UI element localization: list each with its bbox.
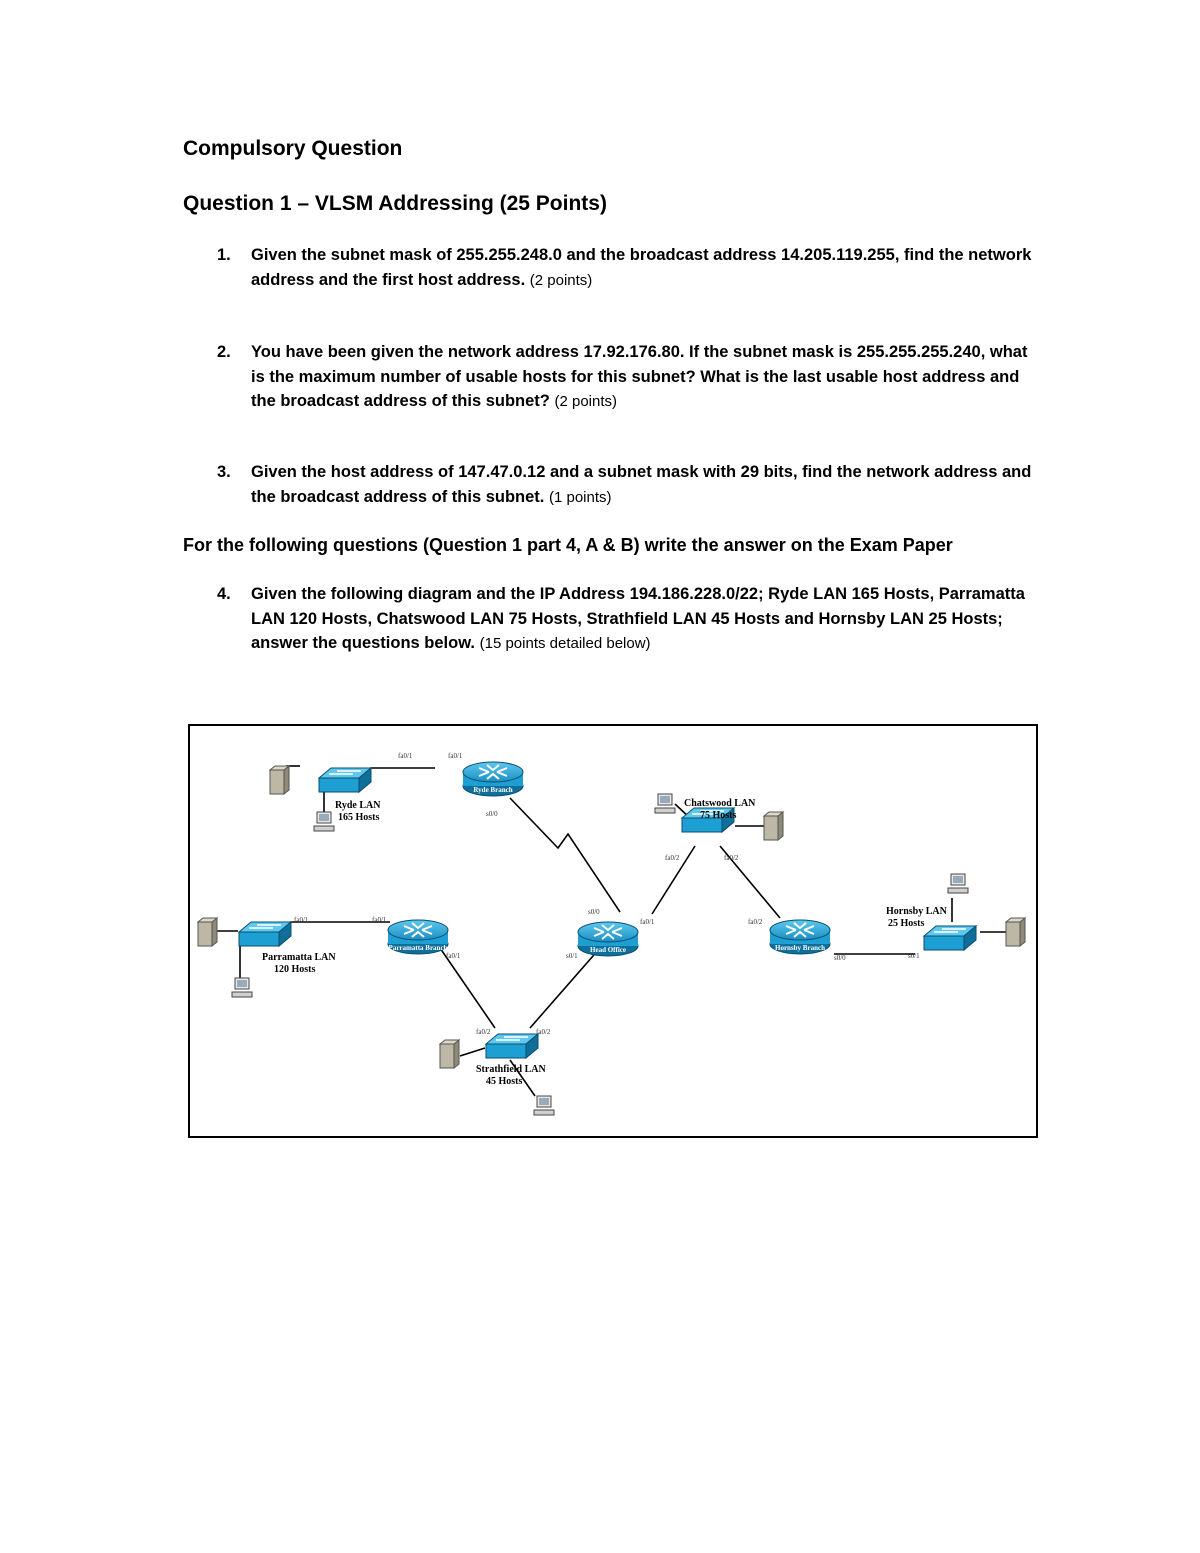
router-label: Parramatta Branch bbox=[388, 944, 448, 952]
iface-label: fa0/1 bbox=[448, 752, 463, 760]
pc-hornsby bbox=[948, 874, 968, 893]
question-text: Given the host address of 147.47.0.12 and a subnet mask with 29 bits, find the network address and the broadcast address of this subnet. bbox=[251, 463, 1032, 506]
question-points: (2 points) bbox=[529, 271, 593, 289]
question-number: 3. bbox=[217, 463, 231, 481]
switch-hornsby-lan bbox=[924, 926, 976, 950]
question-number: 1. bbox=[217, 246, 231, 264]
question-text: Given the subnet mask of 255.255.248.0 and the broadcast address 14.205.119.255, find the network address and the first host address. bbox=[251, 246, 1032, 289]
router-label: Ryde Branch bbox=[473, 786, 513, 794]
section-title: Compulsory Question bbox=[183, 137, 403, 160]
iface-label: fa0/1 bbox=[398, 752, 413, 760]
iface-label: fa0/2 bbox=[536, 1028, 551, 1036]
pc-ryde bbox=[314, 812, 334, 831]
router-parramatta-branch bbox=[388, 920, 448, 954]
lan-name-strathfield: Strathfield LAN bbox=[476, 1064, 546, 1075]
iface-label: fa0/1 bbox=[294, 916, 309, 924]
question-number: 4. bbox=[217, 585, 231, 603]
pc-chatswood bbox=[655, 794, 675, 813]
pc-parramatta bbox=[232, 978, 252, 997]
link-parramatta-strathfield bbox=[440, 948, 495, 1028]
server-strathfield bbox=[440, 1040, 459, 1068]
iface-label: fa0/2 bbox=[724, 854, 739, 862]
server-chatswood bbox=[764, 812, 783, 840]
instruction-heading: For the following questions (Question 1 part 4, A & B) write the answer on the Exam Paper bbox=[183, 535, 953, 555]
lan-name-parramatta: Parramatta LAN bbox=[262, 952, 336, 963]
lan-hosts-strathfield: 45 Hosts bbox=[486, 1076, 523, 1087]
lan-hosts-parramatta: 120 Hosts bbox=[274, 964, 316, 975]
switch-ryde-lan bbox=[319, 768, 371, 792]
router-ryde-branch bbox=[463, 762, 523, 796]
server-hornsby bbox=[1006, 918, 1025, 946]
iface-label: fa0/2 bbox=[476, 1028, 491, 1036]
iface-label: s0/0 bbox=[588, 908, 600, 916]
server-ryde bbox=[270, 766, 289, 794]
iface-label: fa0/1 bbox=[446, 952, 461, 960]
router-hornsby-branch bbox=[770, 920, 830, 954]
pc-strathfield bbox=[534, 1096, 554, 1115]
iface-label: fa0/2 bbox=[748, 918, 763, 926]
iface-label: s0/0 bbox=[834, 954, 846, 962]
server-parramatta bbox=[198, 918, 217, 946]
lan-hosts-ryde: 165 Hosts bbox=[338, 812, 380, 823]
router-label: Head Office bbox=[590, 946, 626, 954]
switch-strathfield-lan bbox=[486, 1034, 538, 1058]
lan-name-chatswood: Chatswood LAN bbox=[684, 798, 756, 809]
link-strathfield-head bbox=[530, 948, 600, 1028]
lan-hosts-chatswood: 75 Hosts bbox=[700, 810, 737, 821]
question-text: Given the following diagram and the IP Address 194.186.228.0/22; Ryde LAN 165 Hosts, Parramatta LAN 120 Hosts, Chatswood LAN 75 Hosts, Strathfield LAN 45 Hosts and Hornsby LAN 25 Hosts; answer the questions below. bbox=[251, 585, 1025, 652]
router-head-office bbox=[578, 922, 638, 956]
question-number: 2. bbox=[217, 343, 231, 361]
lan-name-ryde: Ryde LAN bbox=[335, 800, 381, 811]
question-text: You have been given the network address 17.92.176.80. If the subnet mask is 255.255.255.240, what is the maximum number of usable hosts for this subnet? What is the last usable host address and the broadcast address of this subnet? bbox=[251, 343, 1028, 410]
iface-label: s0/1 bbox=[566, 952, 578, 960]
lan-hosts-hornsby: 25 Hosts bbox=[888, 918, 925, 929]
link-serial-ryde-head bbox=[510, 798, 620, 912]
question-title: Question 1 – VLSM Addressing (25 Points) bbox=[183, 192, 607, 215]
question-points: (15 points detailed below) bbox=[479, 635, 651, 652]
switch-parramatta-lan bbox=[239, 922, 291, 946]
iface-label: fa0/2 bbox=[665, 854, 680, 862]
network-diagram bbox=[188, 724, 1038, 1138]
question-points: (2 points) bbox=[554, 393, 618, 410]
iface-label: fa0/1 bbox=[372, 916, 387, 924]
router-label: Hornsby Branch bbox=[775, 944, 825, 952]
question-points: (1 points) bbox=[548, 488, 612, 506]
iface-label: s0/0 bbox=[486, 810, 498, 818]
iface-label: fa0/1 bbox=[640, 918, 655, 926]
lan-name-hornsby: Hornsby LAN bbox=[886, 906, 947, 917]
iface-label: s0/1 bbox=[908, 952, 920, 960]
